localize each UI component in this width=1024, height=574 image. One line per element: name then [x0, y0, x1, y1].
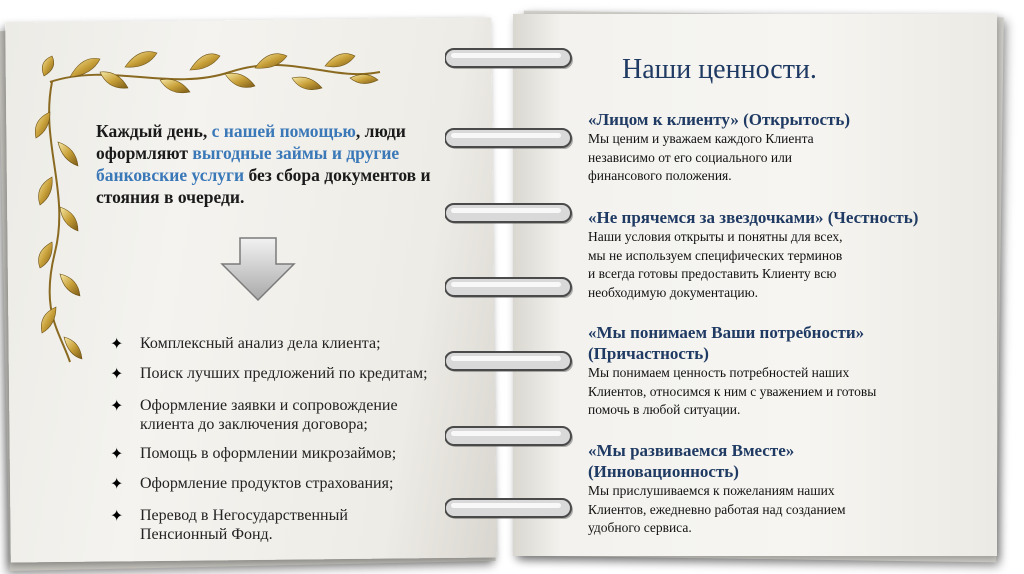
service-text: Перевод в Негосударственный — [140, 507, 348, 524]
spiral-ring — [445, 127, 575, 155]
service-item — [110, 334, 381, 353]
value-text: удобного сервиса. — [588, 520, 692, 535]
value-text: и всегда готовы предоставить Клиенту всю — [588, 266, 837, 281]
value-text: Наши условия открыты и понятны для всех, — [588, 229, 843, 244]
value-text: мы не используем специфических терминов — [588, 247, 843, 263]
spiral-ring — [445, 497, 575, 525]
value-title: «Мы развиваемся Вместе» — [588, 441, 795, 460]
intro-part: без сбора документов и стояния в очереди. — [96, 165, 431, 207]
value-block — [588, 109, 998, 186]
service-item — [110, 444, 396, 463]
value-text: необходимую документацию. — [588, 284, 759, 300]
value-text: помочь в любой ситуации. — [588, 402, 741, 417]
intro-part: , люди оформляют — [96, 121, 406, 163]
service-text: Оформление заявки и сопровождение — [140, 397, 398, 414]
spiral-ring — [445, 425, 575, 453]
service-item — [110, 364, 428, 383]
value-title: «Лицом к клиенту» (Открытость) — [588, 110, 851, 129]
four-point-star-icon: ✦ — [110, 366, 124, 383]
value-block — [588, 322, 998, 420]
intro-highlight: с нашей помощью — [211, 121, 356, 141]
spiral-ring — [445, 276, 575, 304]
four-point-star-icon: ✦ — [110, 398, 124, 415]
intro-part: Каждый день, — [96, 121, 212, 141]
values-title: Наши ценности. — [622, 54, 817, 85]
service-item — [110, 474, 393, 493]
value-block — [588, 440, 998, 538]
service-item — [110, 506, 348, 544]
value-text: Мы ценим и уважаем каждого Клиента — [588, 131, 814, 146]
down-arrow-icon — [220, 236, 296, 302]
four-point-star-icon: ✦ — [110, 446, 124, 463]
value-text: Мы понимаем ценность потребностей наших — [588, 365, 850, 380]
spiral-ring — [445, 350, 575, 378]
value-title: (Инновационность) — [588, 462, 739, 481]
value-text: Клиентов, ежедневно работая над созданием — [588, 501, 846, 517]
value-text: независимо от его социального или — [588, 149, 793, 165]
service-text: Поиск лучших предложений по кредитам; — [140, 365, 428, 382]
four-point-star-icon: ✦ — [110, 476, 124, 493]
value-block — [588, 207, 998, 302]
four-point-star-icon: ✦ — [110, 336, 124, 353]
service-item — [110, 396, 398, 434]
value-title: (Причастность) — [588, 344, 709, 363]
value-title: «Не прячемся за звездочками» (Честность) — [588, 208, 919, 227]
spiral-ring — [445, 202, 575, 230]
service-text: Помощь в оформлении микрозаймов; — [140, 445, 397, 462]
spiral-ring — [445, 47, 575, 75]
intro-highlight: выгодные займы и другие банковские услуги — [96, 143, 400, 185]
value-text: Клиентов, относимся к ним с уважением и готовы — [588, 383, 877, 399]
intro-text — [96, 120, 436, 208]
four-point-star-icon: ✦ — [110, 508, 124, 525]
value-text: финансового положения. — [588, 168, 732, 183]
service-text: Комплексный анализ дела клиента; — [140, 335, 381, 352]
service-text: Оформление продуктов страхования; — [140, 475, 394, 492]
service-text: Пенсионный Фонд. — [140, 526, 273, 543]
value-text: Мы прислушиваемся к пожеланиям наших — [588, 483, 835, 498]
service-text: клиента до заключения договора; — [140, 416, 368, 433]
value-title: «Мы понимаем Ваши потребности» — [588, 323, 865, 342]
